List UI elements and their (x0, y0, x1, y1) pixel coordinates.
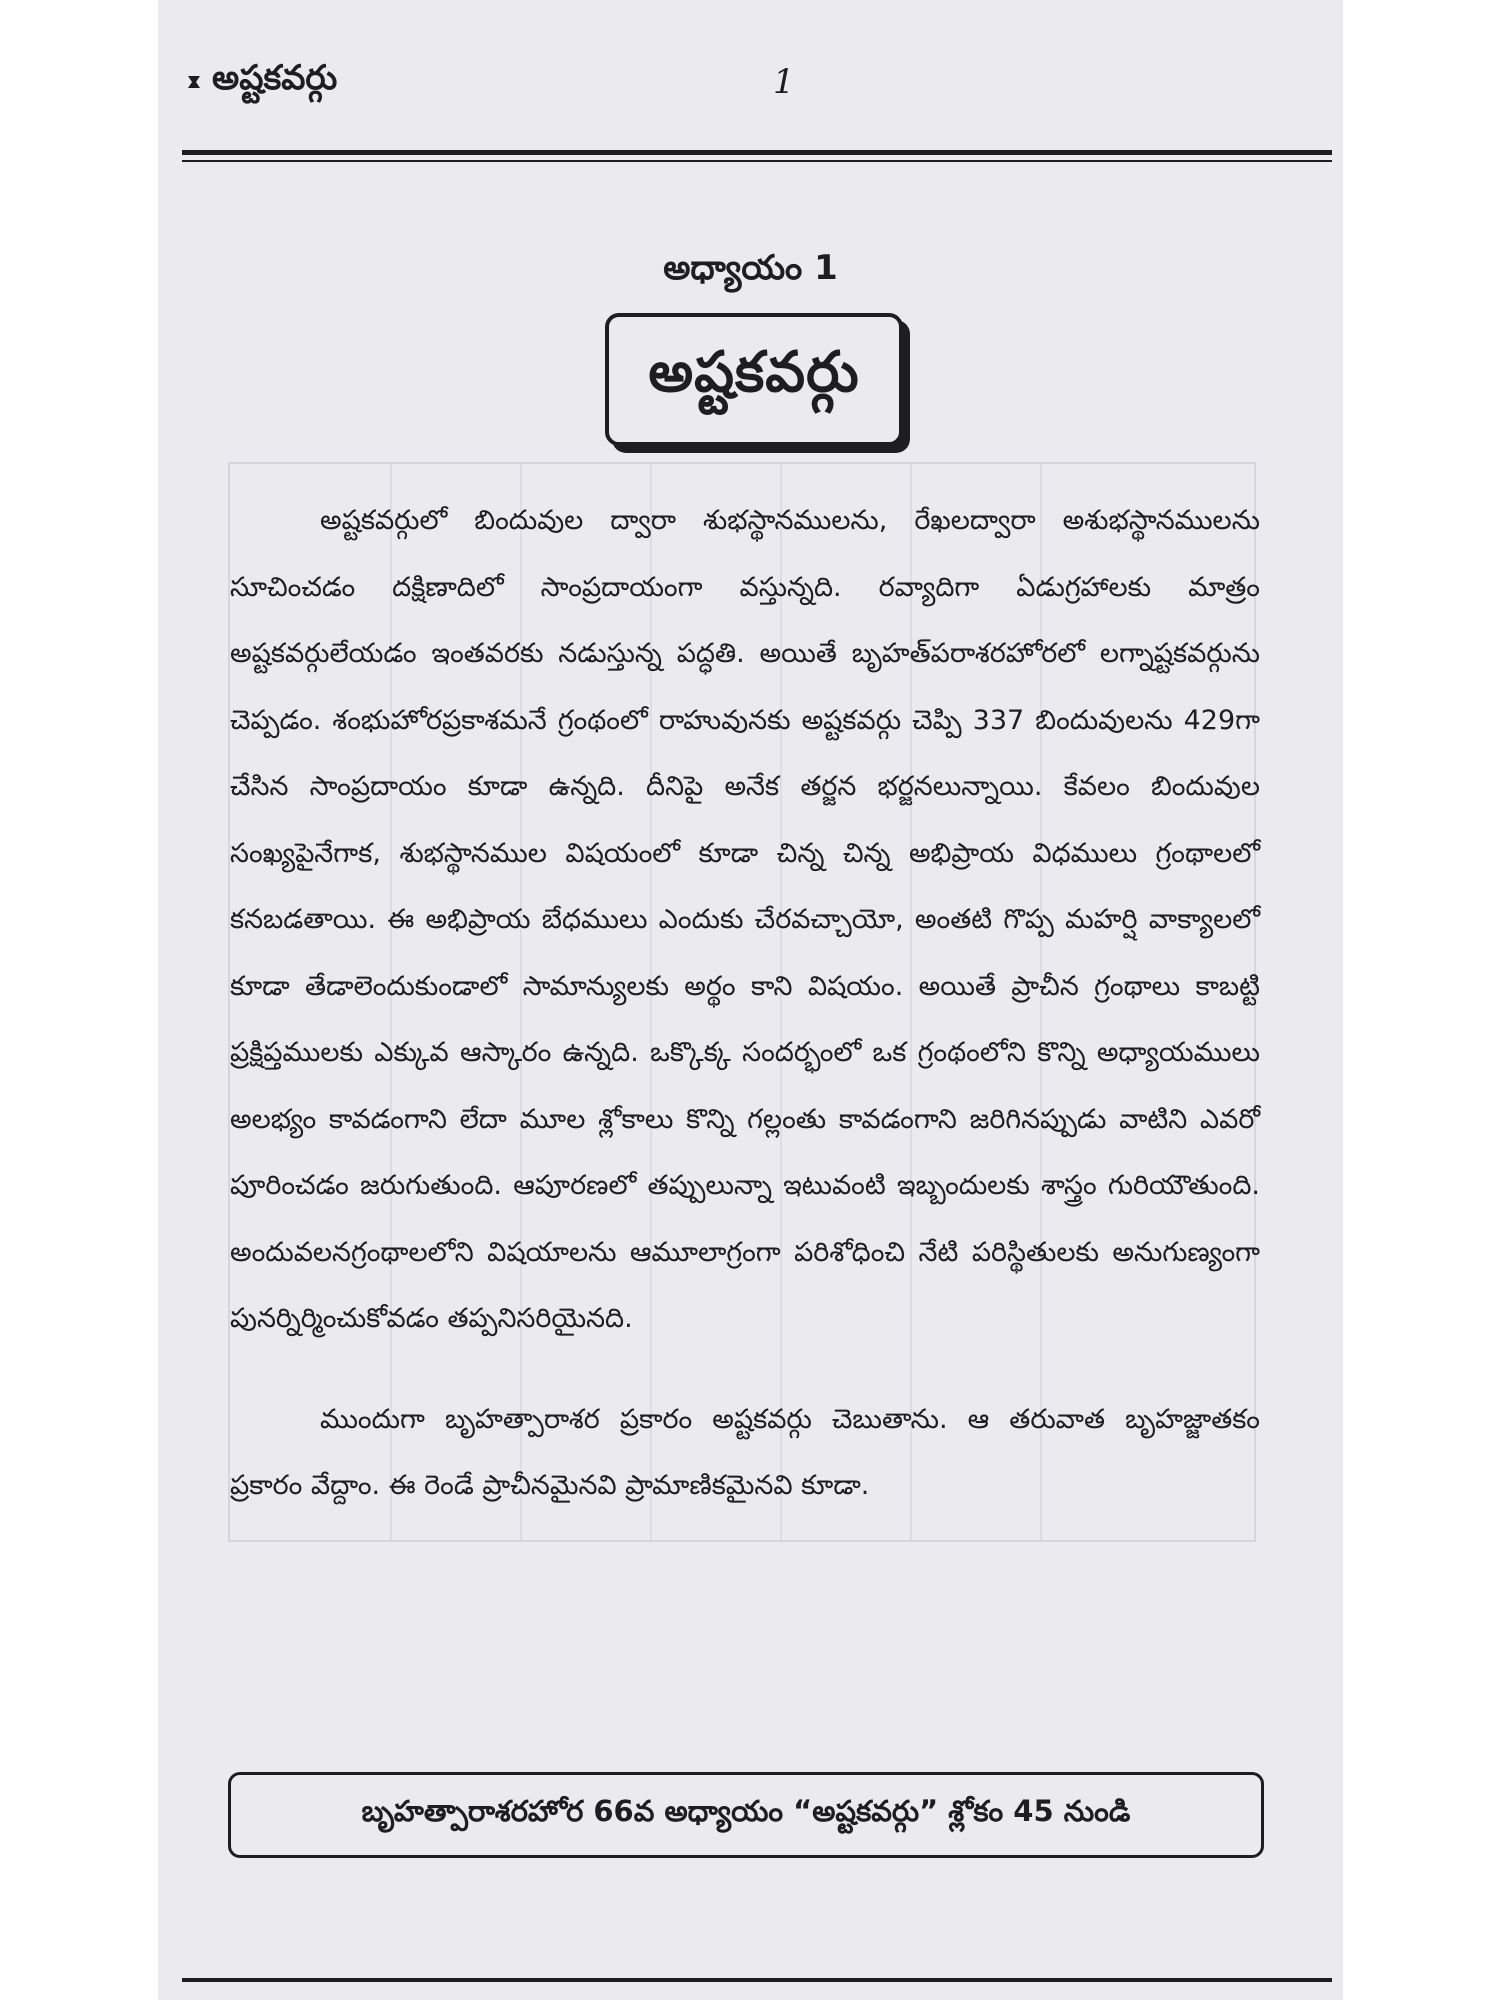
chapter-title: అష్టకవర్గు (648, 340, 860, 405)
ornament-icon (186, 73, 204, 91)
paragraph: అష్టకవర్గులో బిందువుల ద్వారా శుభస్థానములను, రేఖలద్వారా అశుభస్థానములను సూచించడం దక్షిణాదిలో సాంప్రదాయంగా వస్తున్నది. రవ్యాదిగా ఏడుగ్రహాలకు మాత్రం అష్టకవర్గులేయడం ఇంతవరకు నడుస్తున్న పద్ధతి. అయితే బృహత్‌పరాశరహోరలో లగ్నాష్టకవర్గును చెప్పడం. శంభుహోరప్రకాశమనే గ్రంథంలో రాహువునకు అష్టకవర్గు చెప్పి 337 బిందువులను 429గా చేసిన సాంప్రదాయం కూడా ఉన్నది. దీనిపై అనేక తర్జన భర్జనలున్నాయి. కేవలం బిందువుల సంఖ్యపైనేగాక, శుభస్థానముల విషయంలో కూడా చిన్న చిన్న అభిప్రాయ విధములు గ్రంథాలలో కనబడతాయి. ఈ అభిప్రాయ బేధములు ఎందుకు చేరవచ్చాయో, అంతటి గొప్ప మహర్షి వాక్యాలలో కూడా తేడాలెందుకుండాలో సామాన్యులకు అర్థం కాని విషయం. అయితే ప్రాచీన గ్రంథాలు కాబట్టి ప్రక్షిప్తములకు ఎక్కువ ఆస్కారం ఉన్నది. ఒక్కొక్క సందర్భంలో ఒక గ్రంథంలోని కొన్ని అధ్యాయములు అలభ్యం కావడంగాని లేదా మూల శ్లోకాలు కొన్ని గల్లంతు కావడంగాని జరిగినప్పుడు వాటిని ఎవరో పూరించడం జరుగుతుంది. ఆపూరణలో తప్పులున్నా ఇటువంటి ఇబ్బందులకు శాస్త్రం గురియౌతుంది. అందువలనగ్రంథాలలోని విషయాలను ఆమూలాగ్రంగా పరిశోధించి నేటి పరిస్థితులకు అనుగుణ్యంగా పునర్నిర్మించుకోవడం తప్పనిసరియైనది. (230, 505, 1260, 1334)
running-header (186, 58, 337, 106)
reference-note: బృహత్పారాశరహోర 66వ అధ్యాయం “అష్టకవర్గు” శ్లోకం 45 నుండి (361, 1794, 1131, 1828)
body-text (230, 488, 1260, 1520)
footer-rule (182, 1978, 1332, 1982)
page-number: 1 (773, 62, 795, 102)
header-rule (182, 150, 1332, 155)
paragraph: ముందుగా బృహత్పారాశర ప్రకారం అష్టకవర్గు చెబుతాను. ఆ తరువాత బృహజ్జాతకం ప్రకారం వేద్దాం. ఈ రెండే ప్రాచీనమైనవి ప్రామాణికమైనవి కూడా. (230, 1403, 1260, 1501)
header-rule-thin (182, 160, 1332, 162)
reference-box (228, 1772, 1264, 1858)
chapter-label: అధ్యాయం 1 (663, 248, 838, 288)
running-title: అష్టకవర్గు (212, 58, 338, 98)
chapter-title-box (605, 313, 903, 446)
book-page (158, 0, 1343, 2000)
